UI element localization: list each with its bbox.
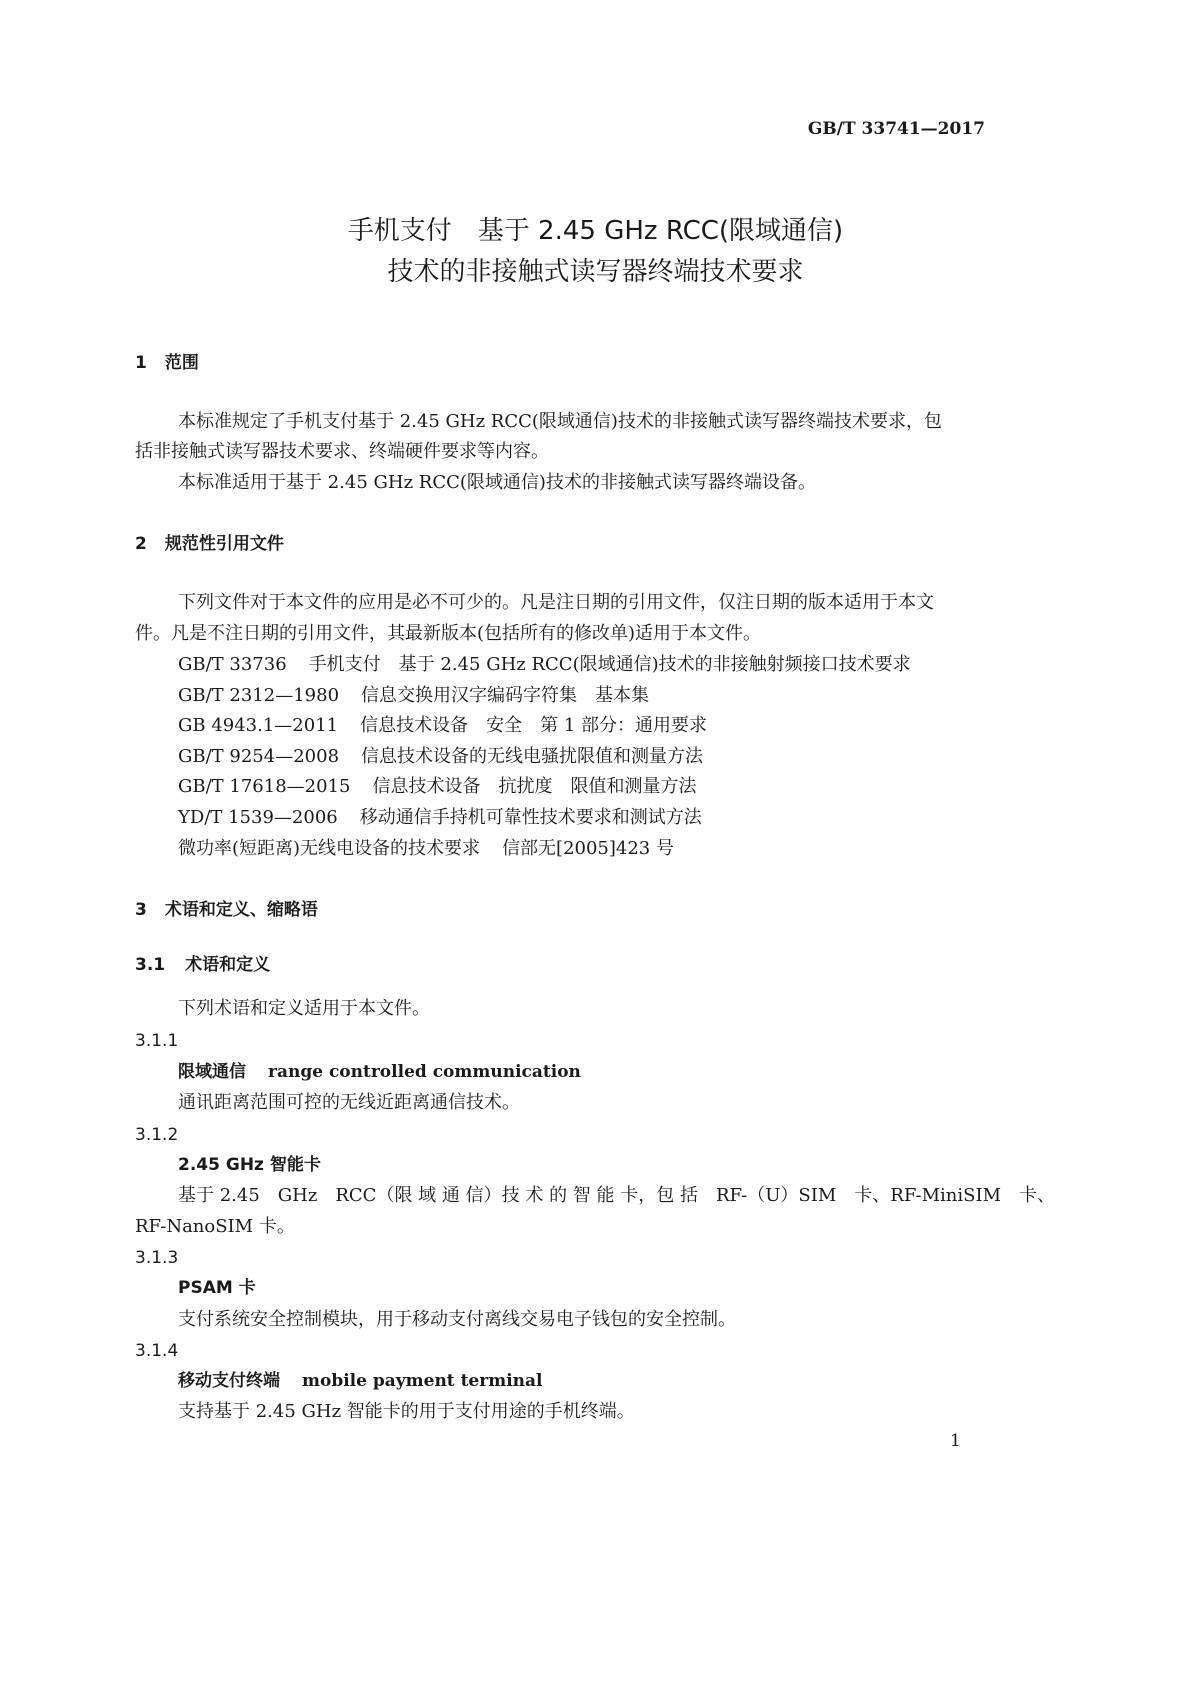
paragraph-line: 本标准适用于基于 2.45 GHz RCC(限域通信)技术的非接触式读写器终端设备。 xyxy=(178,472,816,493)
term-number: 3.1.2 xyxy=(135,1125,179,1145)
paragraph-line: 件。凡是不注日期的引用文件，其最新版本(包括所有的修改单)适用于本文件。 xyxy=(135,623,762,644)
paragraph-line: 本标准规定了手机支付基于 2.45 GHz RCC(限域通信)技术的非接触式读写器终端技术要求，包 xyxy=(178,411,942,432)
reference-title: 信息技术设备 安全 第 1 部分：通用要求 xyxy=(360,715,708,736)
term-number: 3.1.1 xyxy=(135,1031,179,1051)
document-title-line-1: 手机支付 基于 2.45 GHz RCC(限域通信) xyxy=(347,216,844,246)
paragraph-line: 括非接触式读写器技术要求、终端硬件要求等内容。 xyxy=(135,441,549,462)
subsection-number: 3.1 xyxy=(135,955,166,975)
section-number: 1 xyxy=(135,353,147,373)
reference-item xyxy=(178,717,707,735)
reference-item xyxy=(178,656,911,674)
term-definition: RF-NanoSIM 卡。 xyxy=(135,1216,295,1237)
reference-item xyxy=(178,687,649,705)
term-heading xyxy=(178,1373,542,1390)
term-chinese: PSAM 卡 xyxy=(178,1278,256,1298)
subsection-title: 术语和定义 xyxy=(185,955,271,975)
term-definition: 支持基于 2.45 GHz 智能卡的用于支付用途的手机终端。 xyxy=(178,1401,635,1422)
term-chinese: 限域通信 xyxy=(178,1062,246,1082)
reference-title: 移动通信手持机可靠性技术要求和测试方法 xyxy=(359,807,702,828)
term-definition: 基于 2.45 GHz RCC（限 域 通 信）技 术 的 智 能 卡，包 括 RF-（U）SIM 卡、RF-MiniSIM 卡、 xyxy=(178,1185,1056,1206)
term-chinese: 2.45 GHz 智能卡 xyxy=(178,1155,321,1175)
reference-code: GB/T 2312—1980 xyxy=(178,685,340,706)
document-title-line-2: 技术的非接触式读写器终端技术要求 xyxy=(387,257,804,287)
reference-item xyxy=(178,778,696,796)
term-definition: 通讯距离范围可控的无线近距离通信技术。 xyxy=(178,1092,520,1113)
section-number: 2 xyxy=(135,534,147,554)
term-heading xyxy=(178,1064,581,1081)
section-3-heading xyxy=(135,902,318,919)
standard-number: GB/T 33741—2017 xyxy=(807,119,985,139)
reference-item xyxy=(178,840,674,858)
term-definition: 支付系统安全控制模块，用于移动支付离线交易电子钱包的安全控制。 xyxy=(178,1309,736,1330)
reference-title: 信部无[2005]423 号 xyxy=(502,838,674,859)
paragraph-line: 下列文件对于本文件的应用是必不可少的。凡是注日期的引用文件，仅注日期的版本适用于本文 xyxy=(178,592,934,613)
reference-code: GB 4943.1—2011 xyxy=(178,715,339,736)
reference-code: YD/T 1539—2006 xyxy=(178,807,338,828)
term-heading xyxy=(178,1157,321,1174)
section-2-heading xyxy=(135,536,284,553)
reference-code: GB/T 9254—2008 xyxy=(178,746,340,767)
page-number: 1 xyxy=(950,1431,961,1451)
term-heading xyxy=(178,1280,256,1297)
reference-title: 手机支付 基于 2.45 GHz RCC(限域通信)技术的非接触射频接口技术要求 xyxy=(308,654,911,675)
paragraph-line: 下列术语和定义适用于本文件。 xyxy=(178,998,430,1019)
term-english: mobile payment terminal xyxy=(302,1371,543,1391)
reference-title: 信息交换用汉字编码字符集 基本集 xyxy=(361,685,650,706)
section-1-heading xyxy=(135,355,199,372)
reference-item xyxy=(178,748,703,766)
reference-title: 信息技术设备 抗扰度 限值和测量方法 xyxy=(372,776,697,797)
reference-code: 微功率(短距离)无线电设备的技术要求 xyxy=(178,838,481,859)
section-number: 3 xyxy=(135,900,147,920)
subsection-3-1-heading xyxy=(135,957,270,974)
term-number: 3.1.4 xyxy=(135,1341,179,1361)
reference-code: GB/T 17618—2015 xyxy=(178,776,351,797)
reference-title: 信息技术设备的无线电骚扰限值和测量方法 xyxy=(361,746,704,767)
term-chinese: 移动支付终端 xyxy=(178,1371,280,1391)
term-english: range controlled communication xyxy=(268,1062,581,1082)
section-title: 规范性引用文件 xyxy=(164,534,284,554)
section-title: 术语和定义、缩略语 xyxy=(164,900,318,920)
reference-code: GB/T 33736 xyxy=(178,654,287,675)
term-number: 3.1.3 xyxy=(135,1248,179,1268)
section-title: 范围 xyxy=(164,353,199,373)
reference-item xyxy=(178,809,702,827)
